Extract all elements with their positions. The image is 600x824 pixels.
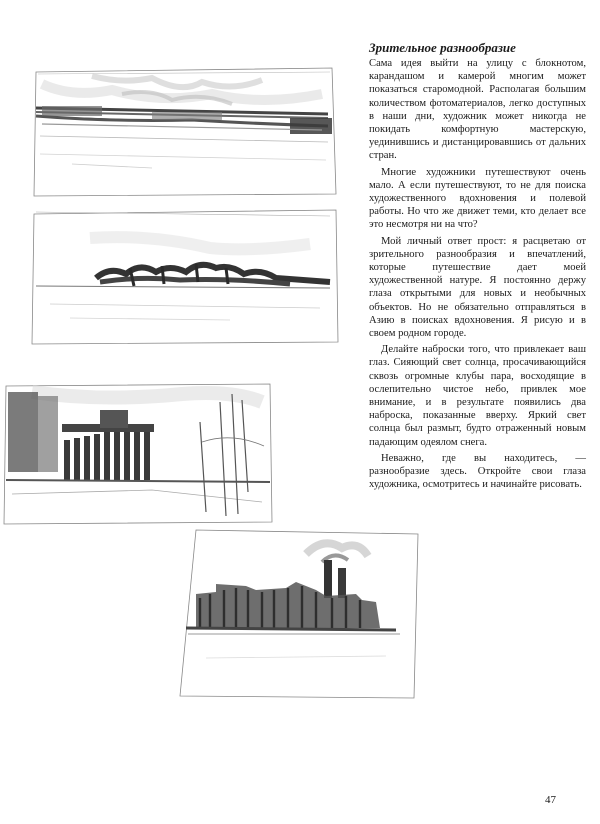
sketch-3-ruins-columns xyxy=(2,382,274,528)
sketch-1-shoreline xyxy=(32,64,340,200)
paragraph-4: Делайте наброски того, что привлекает ваш глаз. Сияющий свет солнца, просачивающийся сквозь огромные клубы пара, восходящие в ослепительно чистое небо, привлек мое внимание, и в результате появились два наброска, показанные вверху. Яркий свет солнца был размыт, будто отраженный новым падающим одеялом снега. xyxy=(369,344,586,448)
page-number: 47 xyxy=(545,794,556,806)
paragraph-5: Неважно, где вы находитесь, — разнообразие здесь. Откройте свои глаза художника, осмотритесь и начинайте рисовать. xyxy=(369,452,586,491)
sketch-4-factory-steam xyxy=(176,528,422,704)
article-title: Зрительное разнообразие xyxy=(369,40,516,55)
paragraph-3: Мой личный ответ прост: я расцветаю от зрительного разнообразия и впечатлений, которые путешествие дает моей художественной натуре. Я постоянно держу глаза открытыми для новых и необычных объектов. Но не обязательно отправляться в Азию в поисках вдохновения. Я рисую и в своем родном городе. xyxy=(369,235,586,340)
paragraph-1: Сама идея выйти на улицу с блокнотом, карандашом и камерой многим может показаться старомодной. Располагая большим количеством фотоматериалов, легко доступных в наши дни, художник может никогда не покидать комфортную мастерскую, уединившись и дистанцировавшись от дальних стран. xyxy=(369,58,586,162)
article-text xyxy=(369,40,586,495)
sketch-2-horizon-landscape xyxy=(30,208,340,348)
paragraph-2: Многие художники путешествуют очень мало. А если путешествуют, то не для поиска художественного вдохновения и полевой работы. Но что же движет теми, кто делает все это несмотря ни на что? xyxy=(369,166,586,231)
